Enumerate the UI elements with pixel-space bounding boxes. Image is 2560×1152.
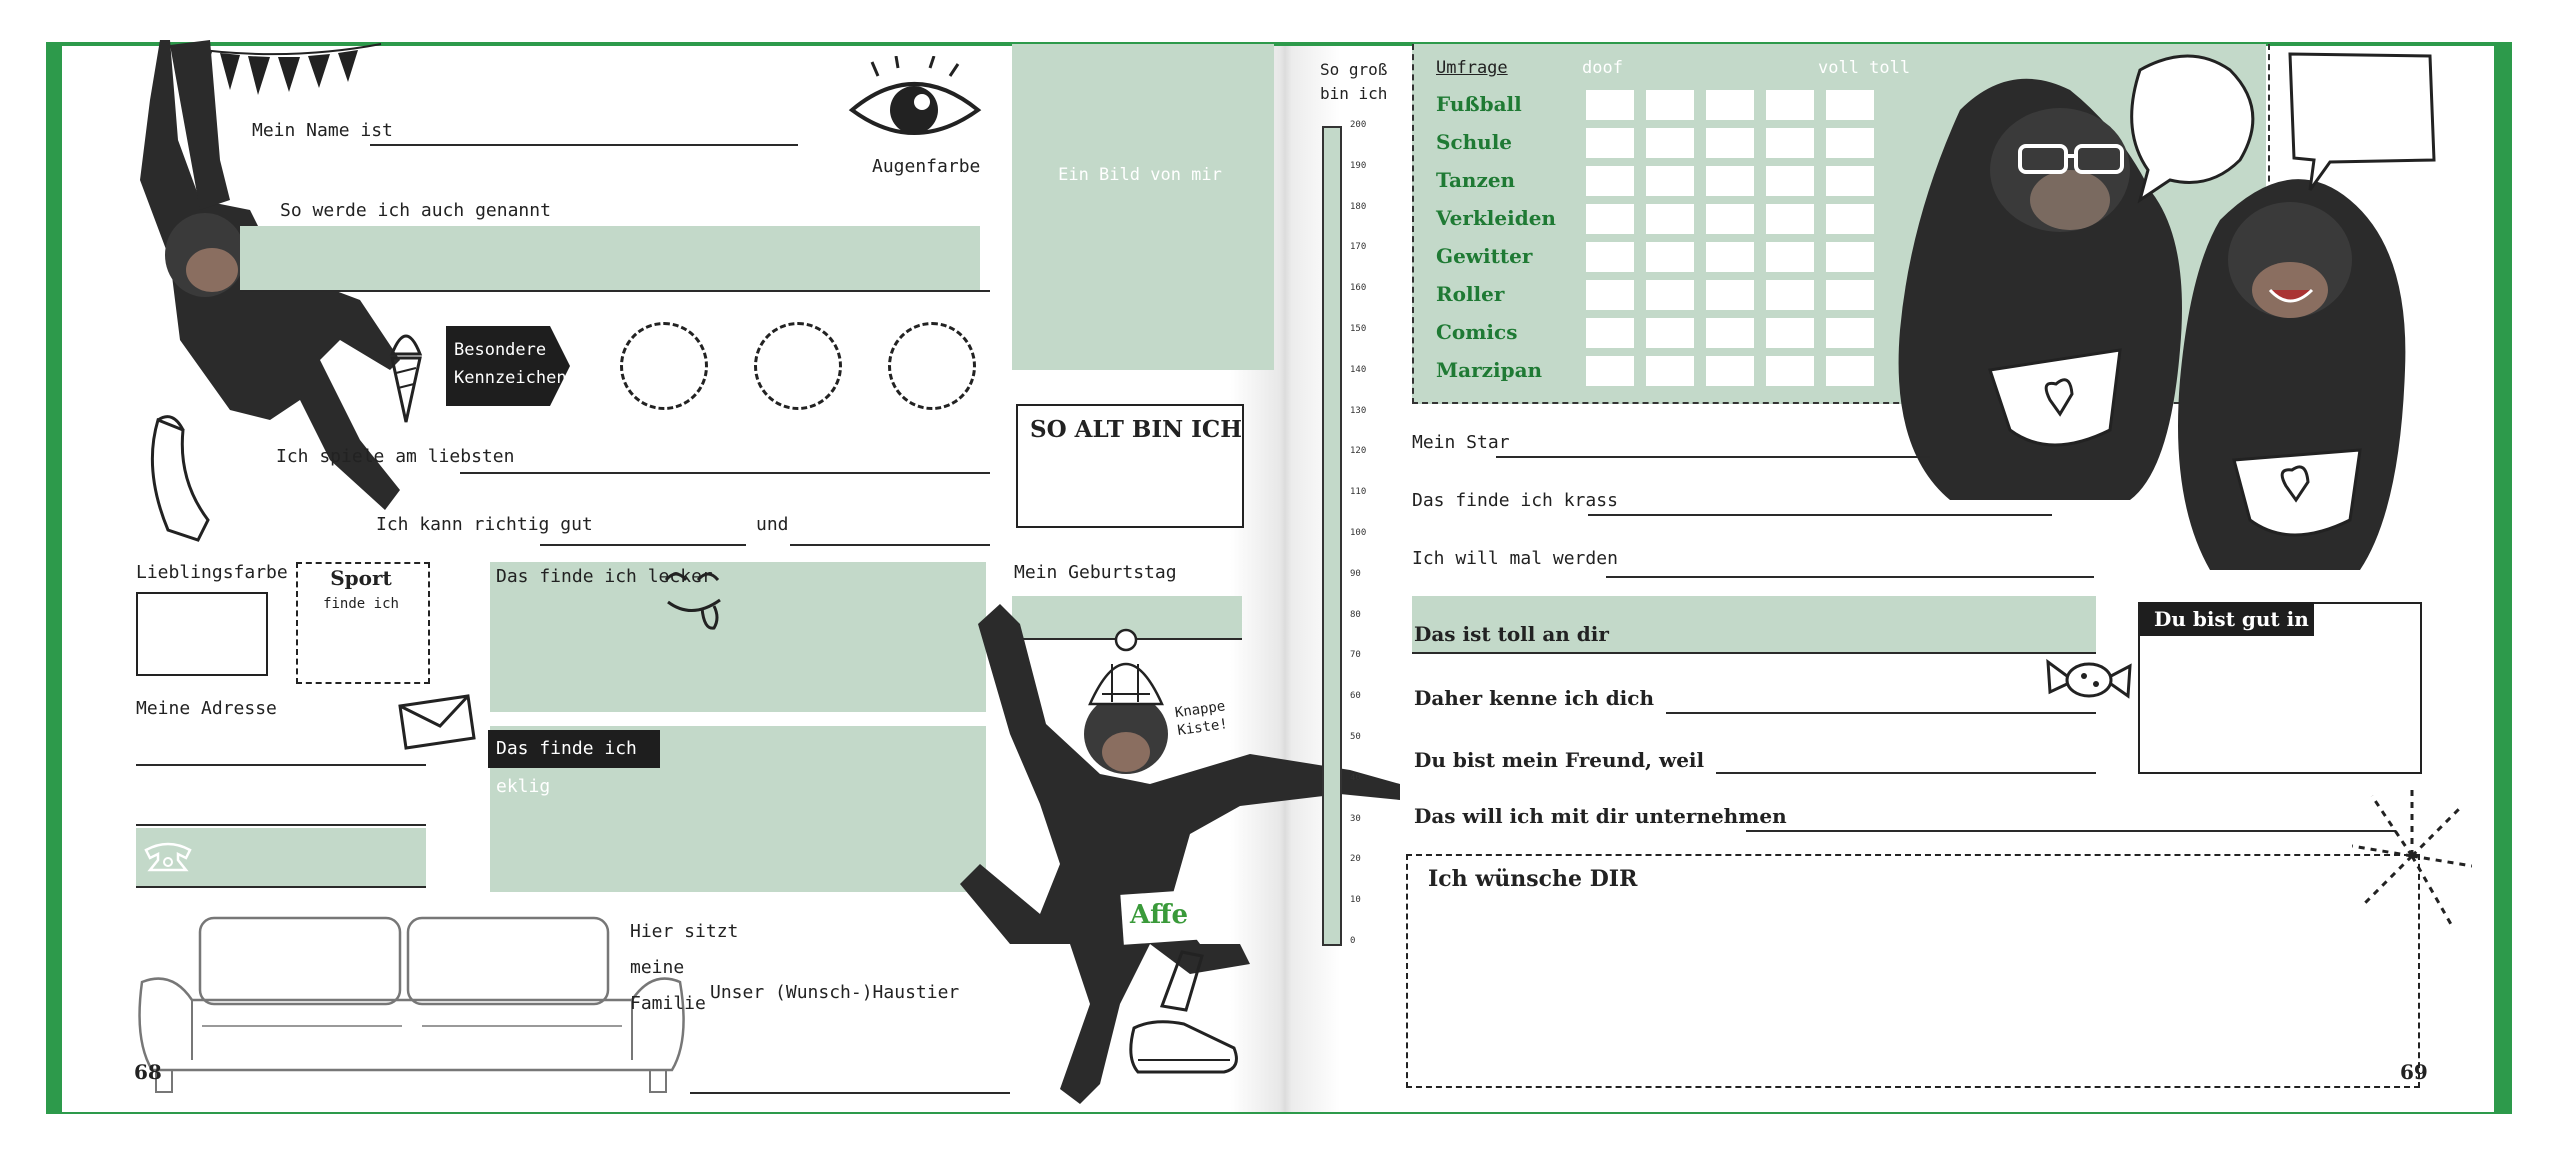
survey-rating-cell[interactable] [1646,356,1694,386]
envelope-icon [398,694,476,750]
survey-item-label: Fußball [1436,92,1522,116]
skill-input-1[interactable] [540,544,746,546]
survey-rating-cell[interactable] [1826,318,1874,348]
page-number-right: 69 [2400,1060,2428,1084]
height-label: So groß bin ich [1320,60,1388,103]
skill-and-label: und [756,514,789,535]
survey-rating-cell[interactable] [1586,280,1634,310]
future-input[interactable] [1606,576,2094,578]
survey-rating-cell[interactable] [1586,128,1634,158]
survey-rating-cell[interactable] [1826,242,1874,272]
survey-rating-cell[interactable] [1766,166,1814,196]
height-tick-label: 150 [1350,324,1367,334]
height-tick-label: 40 [1350,772,1361,783]
survey-rating-cell[interactable] [1826,204,1874,234]
survey-rating-cell[interactable] [1646,90,1694,120]
nickname-underline [240,290,990,292]
survey-rating-cell[interactable] [1586,90,1634,120]
survey-rating-cell[interactable] [1706,280,1754,310]
gross-label: Das finde ich eklig [488,730,660,768]
survey-rating-cell[interactable] [1766,128,1814,158]
survey-rating-cell[interactable] [1766,356,1814,386]
good-at-label: Du bist gut in [2140,602,2314,636]
address-line-2[interactable] [136,824,426,826]
monkey-label: Affe [1130,900,1189,930]
height-tick-label: 0 [1350,936,1356,946]
height-tick-label: 120 [1350,446,1367,457]
scroll-icon [138,410,218,550]
survey-item-label: Gewitter [1436,244,1533,268]
wish-label: Ich wünsche DIR [1428,866,1638,892]
candy-icon [2044,656,2134,704]
sport-label: Sport [330,566,392,590]
survey-rating-cell[interactable] [1826,166,1874,196]
great-underline [1412,652,2096,654]
address-label: Meine Adresse [136,698,277,719]
krass-label: Das finde ich krass [1412,490,1618,511]
survey-rating-cell[interactable] [1766,318,1814,348]
know-label: Daher kenne ich dich [1414,686,1654,710]
photo-label: Ein Bild von mir [1058,165,1222,185]
name-input[interactable] [370,144,798,146]
page-number-left: 68 [134,1060,162,1084]
yummy-label: Das finde ich lecker [496,566,713,587]
feature-circle-2[interactable] [754,322,842,410]
features-label: Besondere Kennzeichen [454,340,567,388]
favorite-color-label: Lieblingsfarbe [136,562,288,583]
survey-rating-cell[interactable] [1766,204,1814,234]
favorite-color-box[interactable] [136,592,268,676]
height-tick-label: 70 [1350,650,1361,661]
friend-label: Du bist mein Freund, weil [1414,748,1705,772]
address-line-1[interactable] [136,764,426,766]
pet-label: Unser (Wunsch-)Haustier [710,982,960,1003]
survey-item-label: Verkleiden [1436,206,1556,230]
feature-circle-1[interactable] [620,322,708,410]
age-label: SO ALT BIN ICH [1030,416,1242,443]
survey-item-label: Roller [1436,282,1505,306]
birthday-label: Mein Geburtstag [1014,562,1177,583]
nickname-input[interactable] [240,226,980,290]
survey-rating-cell[interactable] [1826,356,1874,386]
chimp-pair-image [1890,50,2460,610]
sofa-icon [132,910,692,1098]
survey-rating-cell[interactable] [1706,128,1754,158]
sport-sub-label: finde ich [323,596,399,612]
height-tick-label: 10 [1350,895,1361,906]
family-label: Hier sitzt meine Familie [630,921,739,1014]
sneaker-icon [1124,948,1244,1088]
eye-icon [848,56,982,156]
height-tick-label: 100 [1350,528,1367,538]
height-tick-label: 170 [1350,242,1367,253]
tasty-face-icon [662,568,726,636]
friend-input[interactable] [1716,772,2096,774]
height-tick-label: 180 [1350,201,1367,212]
play-input[interactable] [460,472,990,474]
ice-cream-icon [386,318,426,428]
survey-rating-cell[interactable] [1646,242,1694,272]
eye-color-label: Augenfarbe [872,156,981,177]
survey-rating-cell[interactable] [1706,242,1754,272]
survey-item-label: Tanzen [1436,168,1516,192]
name-label: Mein Name ist [252,120,393,141]
height-tick-label: 190 [1350,160,1367,171]
survey-item-label: Schule [1436,130,1513,154]
height-tick-label: 140 [1350,364,1367,375]
height-tick-label: 80 [1350,609,1361,620]
future-label: Ich will mal werden [1412,548,1618,569]
survey-rating-cell[interactable] [1706,204,1754,234]
telephone-icon [142,840,194,876]
survey-item-label: Marzipan [1436,358,1543,382]
play-label: Ich spiele am liebsten [276,446,515,467]
survey-title: Umfrage [1436,58,1508,78]
together-input[interactable] [1746,830,2396,832]
height-tick-label: 200 [1350,120,1367,130]
survey-rating-cell[interactable] [1646,204,1694,234]
survey-rating-cell[interactable] [1706,318,1754,348]
height-ruler[interactable] [1322,126,1342,946]
survey-rating-cell[interactable] [1706,356,1754,386]
survey-rating-cell[interactable] [1646,166,1694,196]
sparkle-icon [2352,786,2472,936]
star-input[interactable] [1496,456,1930,458]
know-input[interactable] [1666,712,2096,714]
survey-rating-cell[interactable] [1586,204,1634,234]
skill-label: Ich kann richtig gut [376,514,593,535]
height-tick-label: 90 [1350,568,1361,579]
feature-circle-3[interactable] [888,322,976,410]
height-tick-label: 30 [1350,813,1361,824]
survey-rating-cell[interactable] [1826,128,1874,158]
nickname-label: So werde ich auch genannt [280,200,551,221]
height-tick-label: 110 [1350,487,1367,498]
survey-rating-cell[interactable] [1586,166,1634,196]
survey-item-label: Comics [1436,320,1518,344]
survey-rating-cell[interactable] [1766,90,1814,120]
survey-rating-cell[interactable] [1586,356,1634,386]
survey-scale-high: voll toll [1818,58,1911,78]
survey-rating-cell[interactable] [1646,318,1694,348]
survey-rating-cell[interactable] [1766,280,1814,310]
height-tick-label: 160 [1350,283,1367,294]
survey-rating-cell[interactable] [1766,242,1814,272]
skill-input-2[interactable] [790,544,990,546]
height-tick-label: 50 [1350,732,1361,742]
survey-rating-cell[interactable] [1646,128,1694,158]
great-label: Das ist toll an dir [1414,622,1609,646]
survey-rating-cell[interactable] [1706,166,1754,196]
survey-rating-cell[interactable] [1646,280,1694,310]
photo-box[interactable] [1012,44,1274,370]
height-tick-label: 130 [1350,405,1367,416]
phone-underline [136,886,426,888]
survey-rating-cell[interactable] [1706,90,1754,120]
survey-scale-low: doof [1582,58,1623,78]
height-tick-label: 20 [1350,854,1361,865]
height-tick-label: 60 [1350,691,1361,702]
survey-rating-cell[interactable] [1826,90,1874,120]
survey-rating-cell[interactable] [1586,242,1634,272]
krass-input[interactable] [1588,514,2052,516]
star-label: Mein Star [1412,432,1510,453]
survey-rating-cell[interactable] [1586,318,1634,348]
survey-rating-cell[interactable] [1826,280,1874,310]
together-label: Das will ich mit dir unternehmen [1414,804,1787,828]
speech-bubble-text: Knappe Kiste! [1173,698,1229,740]
